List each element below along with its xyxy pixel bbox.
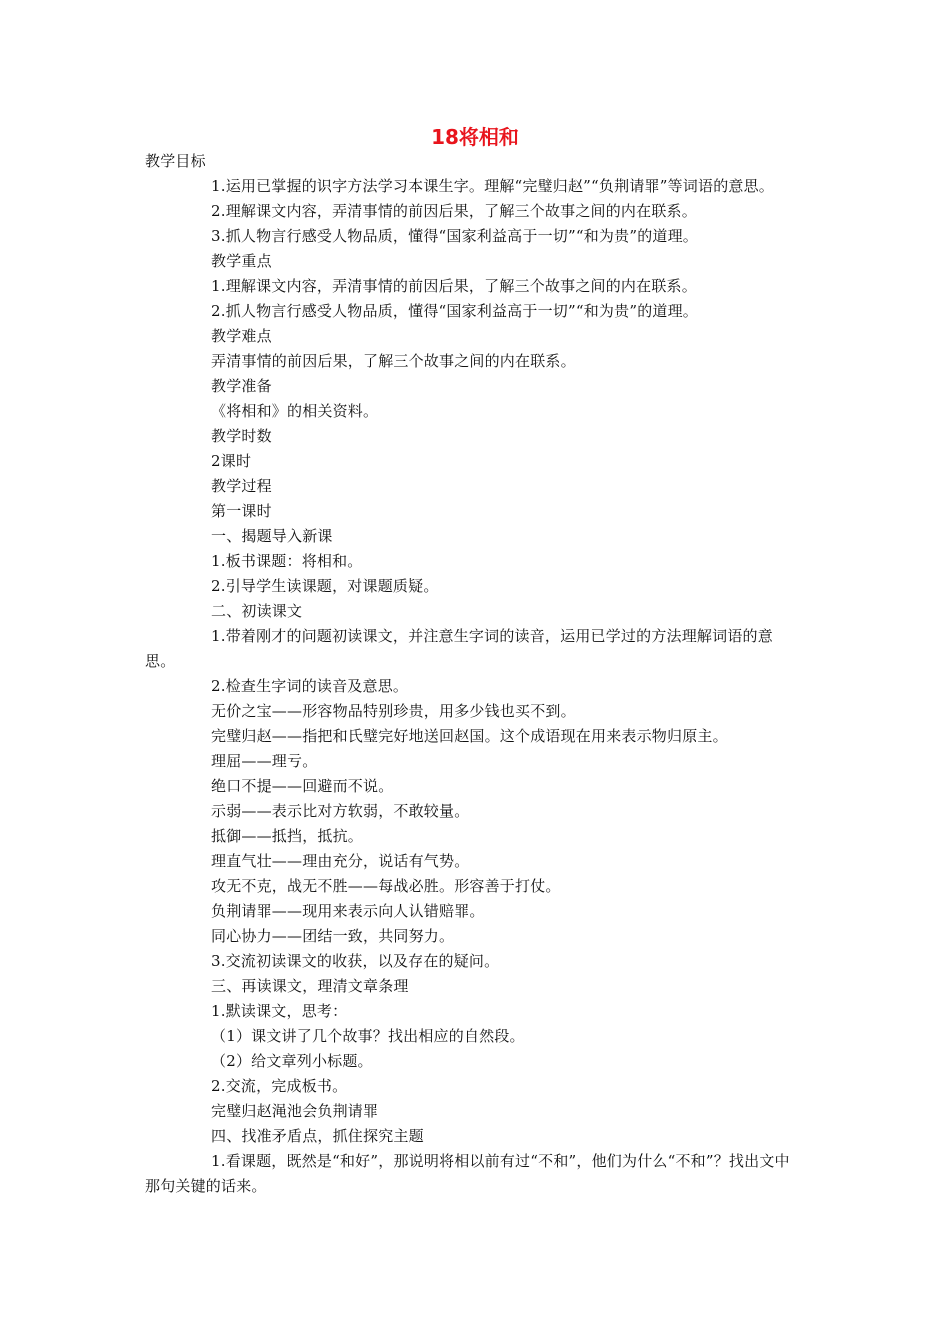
paragraph: 2.交流，完成板书。	[211, 1077, 348, 1095]
paragraph: 抵御——抵挡，抵抗。	[211, 827, 364, 845]
paragraph: 第一课时	[211, 502, 272, 520]
paragraph: 绝口不提——回避而不说。	[211, 777, 394, 795]
paragraph: 教学难点	[211, 327, 272, 345]
paragraph: 《将相和》的相关资料。	[211, 402, 379, 420]
paragraph: 无价之宝——形容物品特别珍贵，用多少钱也买不到。	[211, 702, 576, 720]
paragraph: 完璧归赵——指把和氏璧完好地送回赵国。这个成语现在用来表示物归原主。	[211, 727, 728, 745]
paragraph: 教学准备	[211, 377, 272, 395]
paragraph: 2.检查生字词的读音及意思。	[211, 677, 409, 695]
paragraph: 教学过程	[211, 477, 272, 495]
paragraph: 2课时	[211, 452, 252, 470]
paragraph: 攻无不克，战无不胜——每战必胜。形容善于打仗。	[211, 877, 561, 895]
paragraph: 完璧归赵渑池会负荆请罪	[211, 1102, 379, 1120]
paragraph: 1.带着刚才的问题初读课文，并注意生字词的读音，运用已学过的方法理解词语的意思。	[145, 627, 773, 670]
paragraph: 3.抓人物言行感受人物品质，懂得“国家利益高于一切”“和为贵”的道理。	[211, 227, 698, 245]
paragraph: 1.运用已掌握的识字方法学习本课生字。理解“完璧归赵”“负荆请罪”等词语的意思。	[211, 177, 774, 195]
paragraph: 二、初读课文	[211, 602, 303, 620]
paragraph: 三、再读课文，理清文章条理	[211, 977, 409, 995]
document-title: 18将相和	[431, 125, 519, 149]
paragraph: 示弱——表示比对方软弱，不敢较量。	[211, 802, 470, 820]
document-body	[145, 149, 790, 1199]
paragraph: 3.交流初读课文的收获，以及存在的疑问。	[211, 952, 500, 970]
paragraph: 1.板书课题：将相和。	[211, 552, 363, 570]
paragraph: 四、找准矛盾点，抓住探究主题	[211, 1127, 424, 1145]
paragraph: 同心协力——团结一致，共同努力。	[211, 927, 455, 945]
paragraph: 理直气壮——理由充分，说话有气势。	[211, 852, 470, 870]
paragraph: 教学目标	[145, 152, 206, 170]
paragraph: （1）课文讲了几个故事？找出相应的自然段。	[211, 1027, 525, 1045]
paragraph: 1.默读课文，思考：	[211, 1002, 348, 1020]
paragraph: 一、揭题导入新课	[211, 527, 333, 545]
paragraph: 2.理解课文内容，弄清事情的前因后果，了解三个故事之间的内在联系。	[211, 202, 697, 220]
paragraph: 负荆请罪——现用来表示向人认错赔罪。	[211, 902, 485, 920]
paragraph: 教学重点	[211, 252, 272, 270]
paragraph: （2）给文章列小标题。	[211, 1052, 373, 1070]
paragraph: 2.引导学生读课题，对课题质疑。	[211, 577, 439, 595]
paragraph: 弄清事情的前因后果，了解三个故事之间的内在联系。	[211, 352, 576, 370]
paragraph: 教学时数	[211, 427, 272, 445]
paragraph: 1.理解课文内容，弄清事情的前因后果，了解三个故事之间的内在联系。	[211, 277, 697, 295]
paragraph: 1.看课题，既然是“和好”，那说明将相以前有过“不和”，他们为什么“不和”？找出文中那句关键的话来。	[145, 1152, 790, 1195]
paragraph: 理屈——理亏。	[211, 752, 318, 770]
paragraph: 2.抓人物言行感受人物品质，懂得“国家利益高于一切”“和为贵”的道理。	[211, 302, 698, 320]
